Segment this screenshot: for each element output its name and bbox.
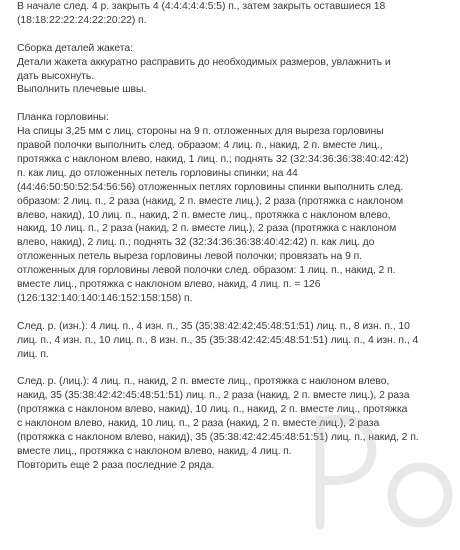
- text-line: влево, накид), 10 лиц. п., накид, 2 п. вместе лиц., протяжка с наклоном влево,: [17, 209, 391, 221]
- text-line: В начале след. 4 р. закрыть 4 (4:4:4:4:4:5:5) п., затем закрыть оставшиеся 18: [17, 1, 386, 12]
- text-line: След. р. (изн.): 4 лиц. п., 4 изн. п., 35 (35:38:42:42:45:48:51:51) лиц. п., 8 изн. п., 10: [17, 320, 410, 332]
- text-line: п. как лиц. до отложенных петель горловины спинки; на 44: [17, 167, 298, 179]
- paragraph-ws-row: [17, 320, 453, 362]
- section-heading: Планка горловины:: [17, 112, 109, 124]
- text-line: правой полочки выполнить след. образом: 4 лиц. п., накид, 2 п. вместе лиц.,: [17, 140, 383, 152]
- text-line: вместе лиц., протяжка с наклоном влево, накид, 4 лиц. п. = 126: [17, 279, 321, 291]
- text-line: влево, накид), 2 лиц. п.; поднять 32 (32:34:36:36:38:40:42:42) п. как лиц. до: [17, 237, 375, 249]
- text-line: (протяжка с наклоном влево, накид), 10 лиц. п., накид, 2 п. вместе лиц., протяжка: [17, 404, 408, 416]
- text-line: с наклоном влево, накид, 10 лиц. п., 2 раза (накид, 2 п. вместе лиц.), 2 раза: [17, 418, 380, 430]
- text-line: дать высохнуть.: [17, 70, 95, 82]
- text-line: След. р. (лиц.): 4 лиц. п., накид, 2 п. вместе лиц., протяжка с наклоном влево,: [17, 376, 390, 388]
- text-line: лиц. п., 4 изн. п., 10 лиц. п., 8 изн. п., 35 (35:38:42:42:45:48:51:51) лиц. п., 4 изн. п., 4: [17, 334, 419, 346]
- text-line: (44:46:50:50:52:54:56:56) отложенных петлях горловины спинки выполнить след.: [17, 181, 404, 193]
- text-line: вместе лиц., протяжка с наклоном влево, накид, 4 лиц. п.: [17, 445, 292, 457]
- paragraph-bind-off: [17, 0, 453, 28]
- document-body: [17, 0, 453, 473]
- paragraph-neckband: [17, 111, 453, 306]
- text-line: протяжка с наклоном влево, накид, 1 лиц. п.; поднять 32 (32:34:36:36:38:40:42:42): [17, 153, 409, 165]
- text-line: отложенных петель выреза горловины левой полочки; провязать на 9 п.: [17, 251, 363, 263]
- text-line: Детали жакета аккуратно расправить до необходимых размеров, увлажнить и: [17, 56, 391, 68]
- section-heading: Сборка деталей жакета:: [17, 42, 133, 54]
- text-line: образом: 2 лиц. п., 2 раза (накид, 2 п. вместе лиц.), 2 раза (протяжка с наклоном: [17, 195, 404, 207]
- paragraph-rs-row: [17, 375, 453, 472]
- text-line: Повторить еще 2 раза последние 2 ряда.: [17, 459, 215, 471]
- text-line: (протяжка с наклоном влево, накид), 35 (35:38:42:42:45:48:51:51) лиц. п., накид, 2 п.: [17, 432, 419, 444]
- text-line: лиц. п.: [17, 348, 49, 360]
- text-line: накид, 10 лиц. п., 2 раза (накид, 2 п. вместе лиц.), 2 раза (протяжка с наклоном: [17, 223, 397, 235]
- text-line: отложенных для горловины левой полочки след. образом: 1 лиц. п., накид, 2 п.: [17, 265, 396, 277]
- text-line: (126:132:140:140:146:152:158:158) п.: [17, 293, 193, 304]
- text-line: Выполнить плечевые швы.: [17, 84, 147, 96]
- text-line: (18:18:22:22:24:22:20:22) п.: [17, 14, 147, 26]
- paragraph-assembly: [17, 42, 453, 98]
- text-line: На спицы 3,25 мм с лиц. стороны на 9 п. отложенных для выреза горловины: [17, 126, 384, 138]
- text-line: накид, 35 (35:38:42:42:45:48:51:51) лиц. п., 2 раза (накид, 2 п. вместе лиц.), 2 раза: [17, 390, 410, 402]
